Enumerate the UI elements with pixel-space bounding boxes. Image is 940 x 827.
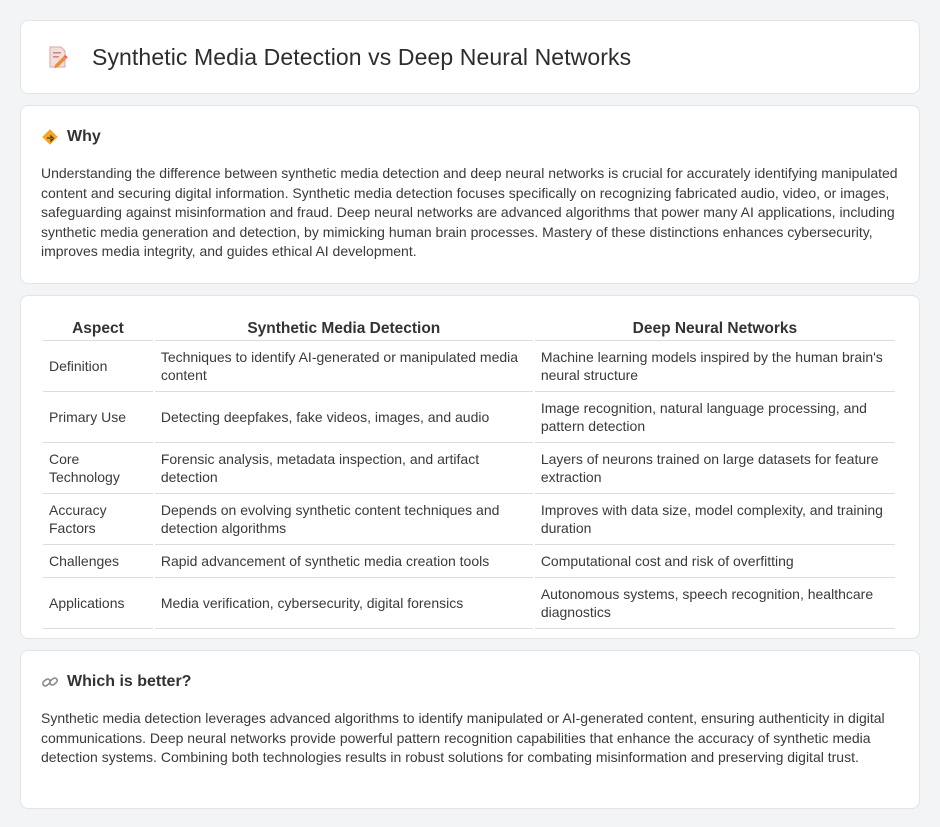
table-row (43, 341, 895, 392)
row-aspect: Challenges (43, 545, 153, 578)
table-row (43, 392, 895, 443)
table-row (43, 494, 895, 545)
header-card (20, 20, 920, 94)
link-icon (41, 673, 59, 691)
table-header-row (43, 316, 895, 341)
column-header-deep-neural-networks: Deep Neural Networks (535, 316, 895, 341)
why-heading: Why (67, 128, 101, 145)
better-section (20, 650, 920, 809)
comparison-card (20, 295, 920, 639)
row-synthetic-media-detection: Techniques to identify AI-generated or manipulated media content (155, 341, 533, 392)
better-heading: Which is better? (67, 673, 192, 690)
why-body: Understanding the difference between synthetic media detection and deep neural networks is crucial for accurately identifying manipulated content and securing digital information. Synthetic media detection focuses specifically on recognizing fabricated audio, video, or images, safeguarding against misinformation and fraud. Deep neural networks are advanced algorithms that power many AI applications, including synthetic media generation and detection, by mimicking human brain processes. Mastery of these distinctions enhances cybersecurity, improves media integrity, and guides ethical AI development. (41, 165, 898, 260)
row-deep-neural-networks: Autonomous systems, speech recognition, healthcare diagnostics (535, 578, 895, 629)
row-aspect: Applications (43, 578, 153, 629)
better-heading-row (41, 671, 899, 693)
row-synthetic-media-detection: Media verification, cybersecurity, digital forensics (155, 578, 533, 629)
comparison-table (41, 316, 897, 629)
table-row (43, 578, 895, 629)
row-aspect: Definition (43, 341, 153, 392)
row-deep-neural-networks: Layers of neurons trained on large datasets for feature extraction (535, 443, 895, 494)
row-synthetic-media-detection: Depends on evolving synthetic content techniques and detection algorithms (155, 494, 533, 545)
why-section (20, 105, 920, 284)
row-synthetic-media-detection: Forensic analysis, metadata inspection, and artifact detection (155, 443, 533, 494)
row-aspect: Primary Use (43, 392, 153, 443)
row-aspect: Accuracy Factors (43, 494, 153, 545)
row-deep-neural-networks: Improves with data size, model complexity, and training duration (535, 494, 895, 545)
page-title: Synthetic Media Detection vs Deep Neural Networks (92, 43, 632, 70)
row-deep-neural-networks: Machine learning models inspired by the human brain's neural structure (535, 341, 895, 392)
diamond-sign-icon (41, 128, 59, 146)
row-synthetic-media-detection: Rapid advancement of synthetic media creation tools (155, 545, 533, 578)
column-header-aspect: Aspect (43, 316, 153, 341)
better-body: Synthetic media detection leverages advanced algorithms to identify manipulated or AI-generated content, ensuring authenticity in digital communications. Deep neural networks provide powerful pattern recognition capabilities that enhance the accuracy of synthetic media detection systems. Combining both technologies results in robust solutions for combating misinformation and preserving digital trust. (41, 710, 885, 766)
row-synthetic-media-detection: Detecting deepfakes, fake videos, images, and audio (155, 392, 533, 443)
row-aspect: Core Technology (43, 443, 153, 494)
table-row (43, 443, 895, 494)
row-deep-neural-networks: Computational cost and risk of overfitting (535, 545, 895, 578)
column-header-synthetic-media-detection: Synthetic Media Detection (155, 316, 533, 341)
row-deep-neural-networks: Image recognition, natural language processing, and pattern detection (535, 392, 895, 443)
why-heading-row (41, 126, 899, 148)
document-pencil-icon (46, 45, 70, 69)
table-row (43, 545, 895, 578)
